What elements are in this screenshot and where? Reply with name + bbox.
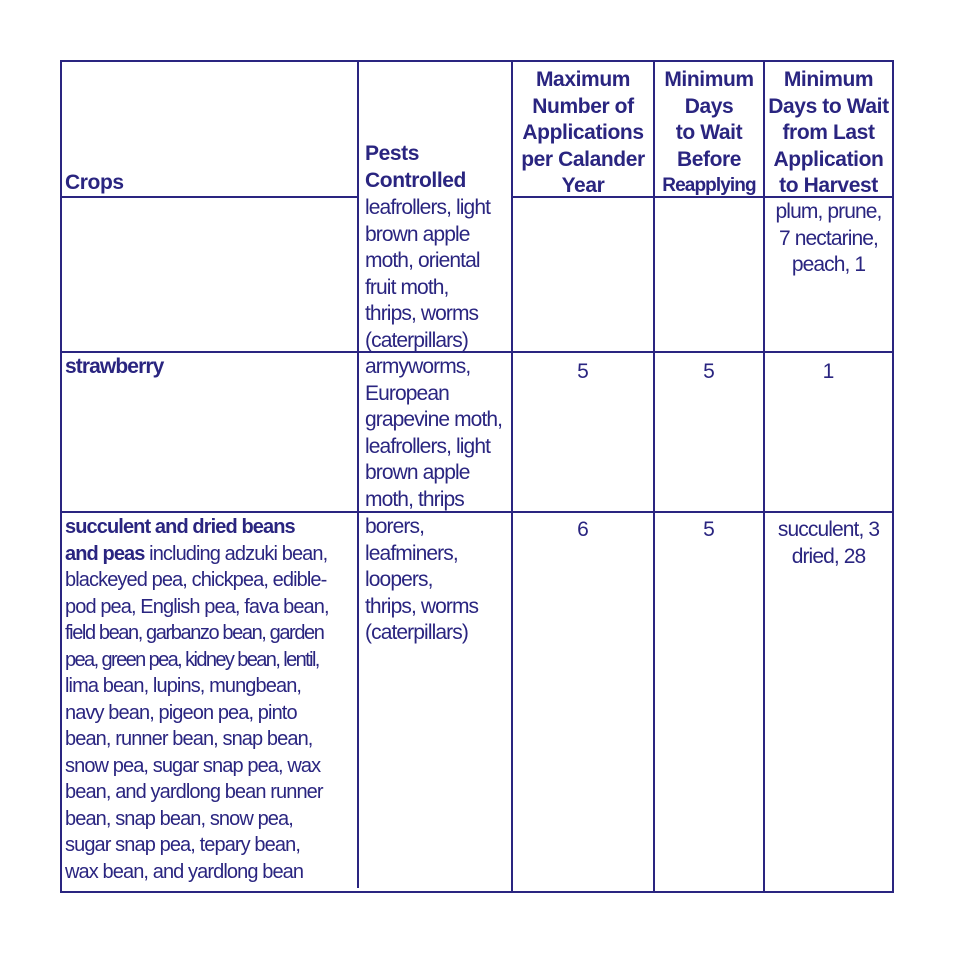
header-min-days-reapply	[655, 67, 763, 200]
header-harvest-line: from Last	[782, 121, 875, 144]
crop-text: including adzuki bean,	[144, 542, 328, 565]
harvest-line: peach, 1	[791, 253, 866, 276]
pest-line: leafrollers, light	[365, 434, 491, 458]
header-harvest-line: Days to Wait	[768, 94, 889, 118]
header-pests	[365, 141, 466, 194]
crop-line: sugar snap pea, tepary bean,	[65, 834, 300, 856]
crop-line: pea, green pea, kidney bean, lentil,	[65, 648, 319, 671]
pest-line: loopers,	[365, 568, 433, 591]
crop-line: bean, snap bean, snow pea,	[65, 807, 293, 830]
crop-line: lima bean, lupins, mungbean,	[65, 675, 302, 697]
pest-line: leafrollers, light	[365, 196, 491, 219]
pest-line: moth, thrips	[365, 487, 464, 511]
pest-line: thrips, worms	[365, 302, 479, 325]
header-max-apps-line: Applications	[522, 121, 644, 144]
pest-line: brown apple	[365, 461, 470, 484]
crop-line: bean, runner bean, snap bean,	[65, 728, 313, 750]
pest-line: leafminers,	[365, 541, 458, 565]
row3-crop	[65, 514, 329, 885]
crop-line: snow pea, sugar snap pea, wax	[65, 754, 321, 777]
crop-line: field bean, garbanzo bean, garden	[65, 622, 324, 644]
pest-line: (caterpillars)	[365, 621, 468, 644]
row2-crop: strawberry	[65, 355, 164, 378]
row2-min-reapply: 5	[703, 360, 715, 383]
harvest-line: plum, prune,	[775, 200, 882, 223]
column-divider-crops	[357, 62, 359, 888]
header-harvest-line: to Harvest	[779, 174, 878, 197]
harvest-line: dried, 28	[791, 544, 866, 568]
row3-max-apps: 6	[577, 518, 589, 541]
row3-pests	[365, 514, 478, 647]
crop-line: wax bean, and yardlong bean	[65, 860, 304, 883]
header-max-apps-line: per Calander	[521, 147, 645, 171]
crop-line: bean, and yardlong bean runner	[65, 781, 323, 803]
row2-harvest: 1	[822, 360, 835, 383]
crop-line: pod pea, English pea, fava bean,	[65, 595, 329, 618]
crop-name-bold: succulent and dried beans	[65, 516, 295, 538]
pest-line: European	[365, 381, 449, 405]
header-pests-line: Controlled	[365, 168, 466, 192]
header-harvest-line: Minimum	[783, 68, 874, 91]
pest-line: fruit moth,	[365, 275, 449, 299]
row3-harvest	[765, 517, 892, 570]
row1-harvest	[765, 199, 892, 279]
crop-line	[65, 541, 329, 568]
harvest-line: succulent, 3	[777, 518, 880, 541]
pest-line: borers,	[365, 515, 425, 538]
header-harvest-line: Application	[773, 147, 884, 171]
header-min-days-harvest	[765, 67, 892, 200]
pest-line: thrips, worms	[365, 594, 479, 618]
pest-line: grapevine moth,	[365, 408, 503, 431]
header-max-apps-line: Maximum	[535, 68, 631, 91]
pest-line: moth, oriental	[365, 249, 480, 272]
row2-pests	[365, 354, 502, 513]
crop-name-bold: and peas	[65, 542, 145, 565]
pest-line: (caterpillars)	[365, 328, 468, 352]
header-reapply-line: to Wait	[675, 121, 743, 144]
row2-max-apps: 5	[577, 360, 589, 383]
header-reapply-line: Reapplying	[662, 175, 756, 196]
row3-min-reapply: 5	[703, 518, 715, 541]
header-pests-line: Pests	[365, 142, 420, 165]
crop-line: navy bean, pigeon pea, pinto	[65, 701, 297, 724]
row1-pests	[365, 195, 490, 354]
header-reapply-line: Days	[684, 94, 734, 118]
crop-line: blackeyed pea, chickpea, edible-	[65, 569, 327, 591]
header-max-apps-line: Year	[561, 174, 605, 197]
pest-line: armyworms,	[365, 355, 471, 378]
header-reapply-line: Before	[676, 147, 742, 171]
header-max-applications	[513, 67, 653, 200]
harvest-line: 7 nectarine,	[779, 226, 878, 250]
header-max-apps-line: Number of	[532, 94, 634, 118]
pest-line: brown apple	[365, 222, 470, 246]
header-reapply-line: Minimum	[664, 68, 754, 91]
header-crops: Crops	[65, 171, 124, 194]
